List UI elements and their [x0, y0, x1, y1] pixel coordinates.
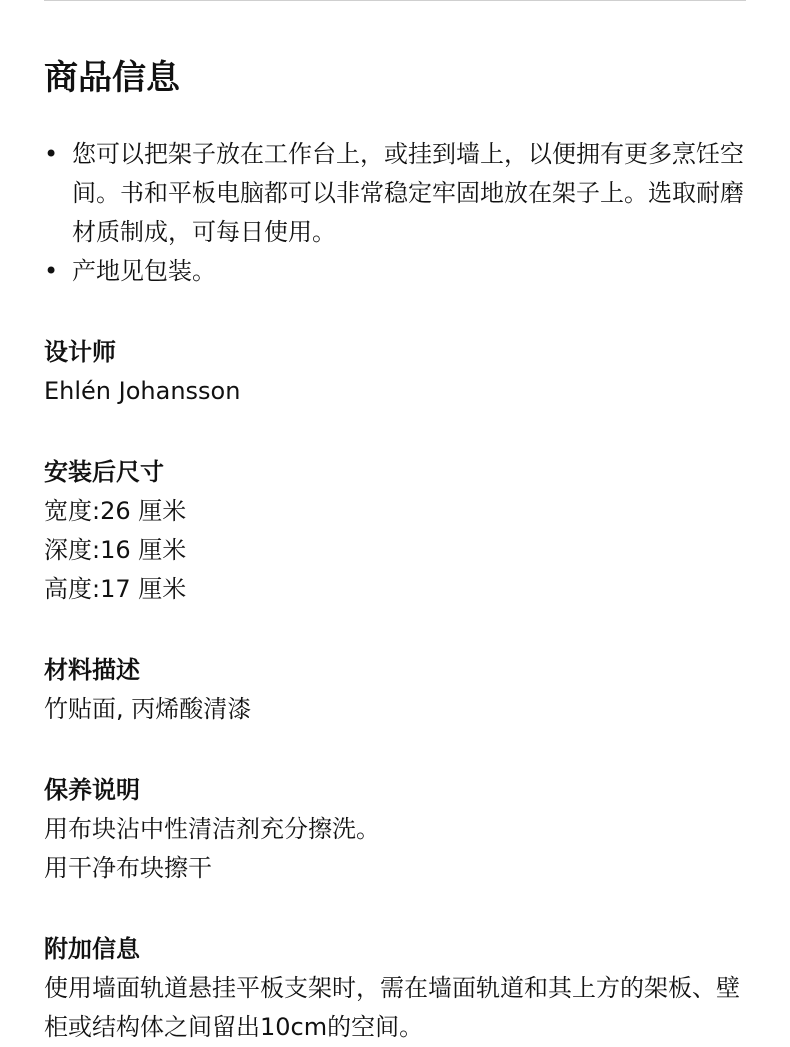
additional-info-text: 使用墙面轨道悬挂平板支架时，需在墙面轨道和其上方的架板、壁柜或结构体之间留出10cm的空间。: [44, 974, 740, 1041]
materials-value: 竹贴面, 丙烯酸清漆: [44, 695, 252, 723]
bullet-icon: •: [44, 140, 59, 168]
list-item-text: 产地见包装。: [72, 257, 216, 285]
care-label: 保养说明: [44, 776, 140, 804]
materials-label: 材料描述: [44, 656, 140, 684]
product-info-list: [44, 135, 746, 291]
dimension-height: 高度:17 厘米: [44, 575, 187, 603]
designer-label: 设计师: [44, 338, 116, 366]
additional-info-section: [44, 930, 746, 1047]
product-info-panel: [44, 56, 746, 1047]
materials-section: [44, 651, 746, 729]
care-section: [44, 771, 746, 888]
list-item: [44, 135, 746, 252]
list-item: [44, 252, 746, 291]
list-item-text: 您可以把架子放在工作台上，或挂到墙上，以便拥有更多烹饪空间。书和平板电脑都可以非常稳定牢固地放在架子上。选取耐磨材质制成，可每日使用。: [72, 140, 744, 246]
additional-info-label: 附加信息: [44, 935, 140, 963]
top-divider: [44, 0, 746, 1]
designer-section: [44, 333, 746, 411]
dimensions-section: [44, 453, 746, 609]
section-title: 商品信息: [44, 58, 180, 98]
care-instruction: 用干净布块擦干: [44, 854, 212, 882]
care-instruction: 用布块沾中性清洁剂充分擦洗。: [44, 815, 380, 843]
dimension-width: 宽度:26 厘米: [44, 497, 187, 525]
bullet-icon: •: [44, 257, 59, 285]
dimension-depth: 深度:16 厘米: [44, 536, 187, 564]
dimensions-label: 安装后尺寸: [44, 458, 164, 486]
designer-name: Ehlén Johansson: [44, 377, 241, 405]
